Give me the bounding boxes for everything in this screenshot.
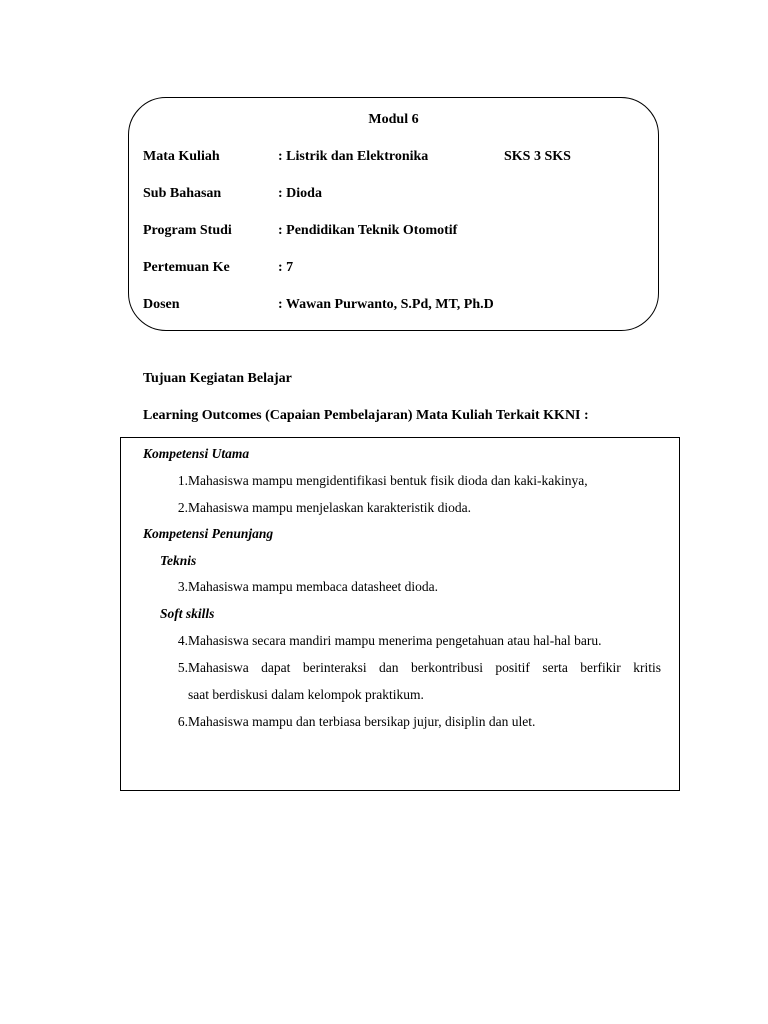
kompetensi-utama-title: Kompetensi Utama: [143, 446, 250, 461]
label-program-studi: Program Studi: [143, 223, 232, 238]
list-number: 1.: [177, 473, 188, 488]
value-sub-bahasan: : Dioda: [278, 186, 322, 201]
value-mata-kuliah: : Listrik dan Elektronika: [278, 149, 429, 164]
value-pertemuan: : 7: [278, 260, 294, 275]
teknis-title: Teknis: [160, 553, 197, 568]
tujuan-heading: Tujuan Kegiatan Belajar: [143, 371, 292, 386]
list-item: [166, 660, 661, 704]
list-number: 3.: [177, 579, 188, 594]
label-pertemuan: Pertemuan Ke: [143, 260, 230, 275]
value-program-studi: : Pendidikan Teknik Otomotif: [278, 223, 458, 238]
learning-outcomes-box: [120, 437, 680, 791]
list-number: 4.: [177, 633, 188, 648]
list-number: 6.: [177, 714, 188, 729]
list-text: Mahasiswa dapat berinteraksi dan berkontribusi positif serta berfikir kritis: [188, 660, 661, 675]
label-mata-kuliah: Mata Kuliah: [143, 149, 220, 164]
module-title: Modul 6: [368, 112, 419, 127]
list-text: Mahasiswa mampu menjelaskan karakteristik dioda.: [188, 500, 472, 515]
value-dosen: : Wawan Purwanto, S.Pd, MT, Ph.D: [278, 297, 494, 312]
list-text: Mahasiswa mampu membaca datasheet dioda.: [188, 579, 439, 594]
list-text: Mahasiswa mampu dan terbiasa bersikap jujur, disiplin dan ulet.: [188, 714, 536, 729]
list-number: 5.: [177, 660, 188, 675]
list-text: Mahasiswa mampu mengidentifikasi bentuk fisik dioda dan kaki-kakinya,: [188, 473, 588, 488]
soft-skills-title: Soft skills: [160, 606, 215, 621]
sks-value: SKS 3 SKS: [504, 149, 571, 164]
module-header-box: [128, 97, 659, 331]
list-number: 2.: [177, 500, 188, 515]
kompetensi-penunjang-title: Kompetensi Penunjang: [143, 526, 274, 541]
learning-outcomes-heading: Learning Outcomes (Capaian Pembelajaran) Mata Kuliah Terkait KKNI :: [143, 408, 589, 423]
label-dosen: Dosen: [143, 297, 180, 312]
list-text-continuation: saat berdiskusi dalam kelompok praktikum.: [188, 687, 424, 702]
label-sub-bahasan: Sub Bahasan: [143, 186, 222, 201]
list-text: Mahasiswa secara mandiri mampu menerima pengetahuan atau hal-hal baru.: [188, 633, 602, 648]
